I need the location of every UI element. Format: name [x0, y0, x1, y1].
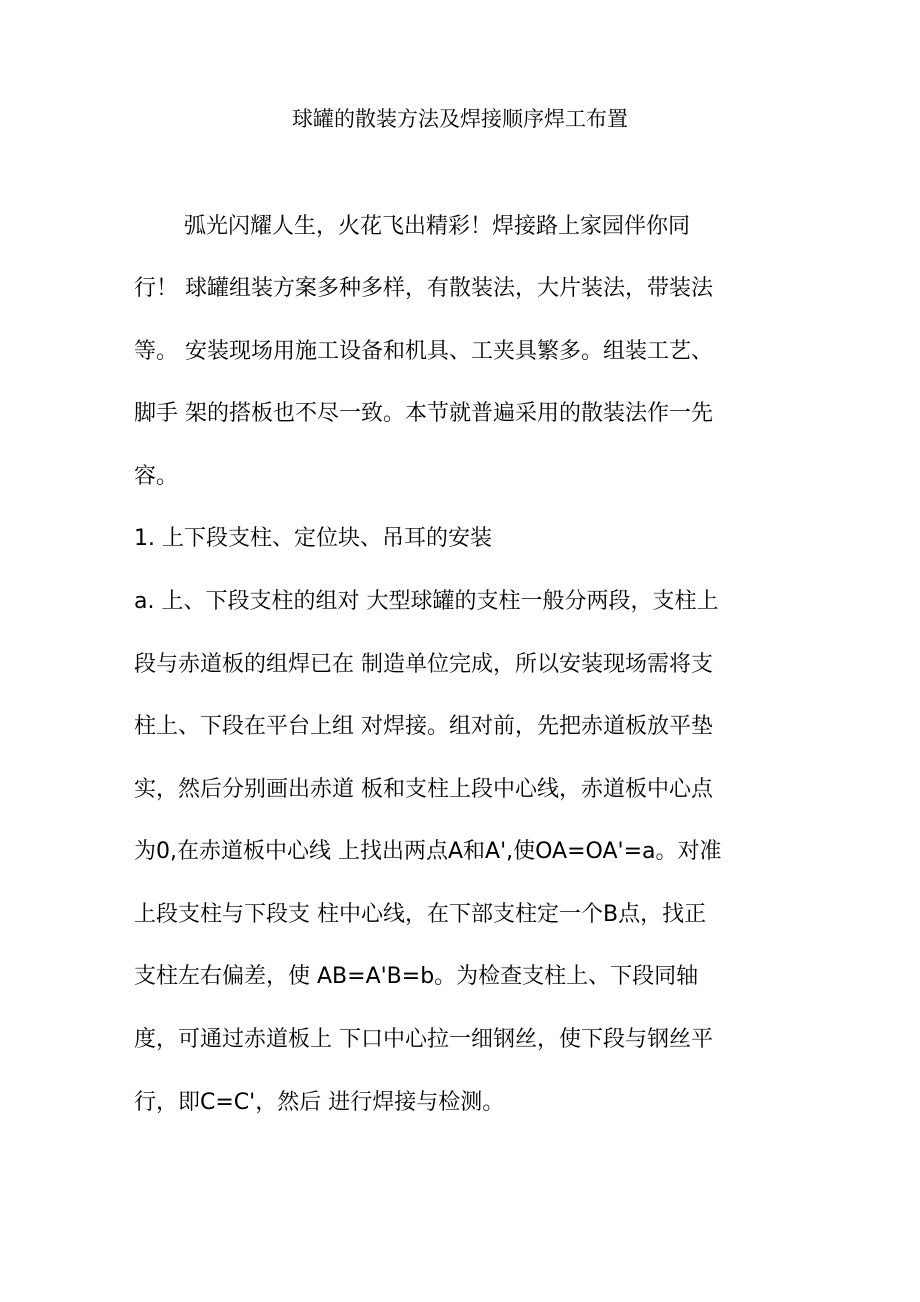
paragraph-line: 弧光闪耀人生，火花飞出精彩！焊接路上家园伴你同: [184, 214, 691, 239]
paragraph-line: 脚手 架的搭板也不尽一致。本节就普遍采用的散装法作一先: [134, 401, 713, 426]
paragraph-line: 上段支柱与下段支 柱中心线，在下部支柱定一个B点，找正: [134, 902, 707, 927]
paragraph-line: 段与赤道板的组焊已在 制造单位完成，所以安装现场需将支: [134, 652, 713, 677]
paragraph-line: 为0,在赤道板中心线 上找出两点A和A',使OA=OA'=a。对准: [134, 839, 722, 864]
paragraph-line: 等。 安装现场用施工设备和机具、工夹具繁多。组装工艺、: [134, 339, 713, 364]
paragraph-line: 支柱左右偏差，使 AB=A'B=b。为检查支柱上、下段同轴: [134, 964, 699, 989]
paragraph-line: 行，即C=C'，然后 进行焊接与检测。: [134, 1090, 505, 1115]
paragraph-line: 容。: [134, 464, 179, 489]
section-heading: 1. 上下段支柱、定位块、吊耳的安装: [134, 526, 492, 551]
paragraph-line: 柱上、下段在平台上组 对焊接。组对前，先把赤道板放平垫: [134, 714, 713, 739]
document-title: 球罐的散装方法及焊接顺序焊工布置: [292, 107, 628, 131]
paragraph-line: 行！ 球罐组装方案多种多样，有散装法，大片装法，带装法: [134, 276, 713, 301]
paragraph-line: 度，可通过赤道板上 下口中心拉一细钢丝，使下段与钢丝平: [134, 1027, 713, 1052]
paragraph-line: 实，然后分别画出赤道 板和支柱上段中心线，赤道板中心点: [134, 777, 713, 802]
paragraph-line: a. 上、下段支柱的组对 大型球罐的支柱一般分两段，支柱上: [134, 589, 719, 614]
